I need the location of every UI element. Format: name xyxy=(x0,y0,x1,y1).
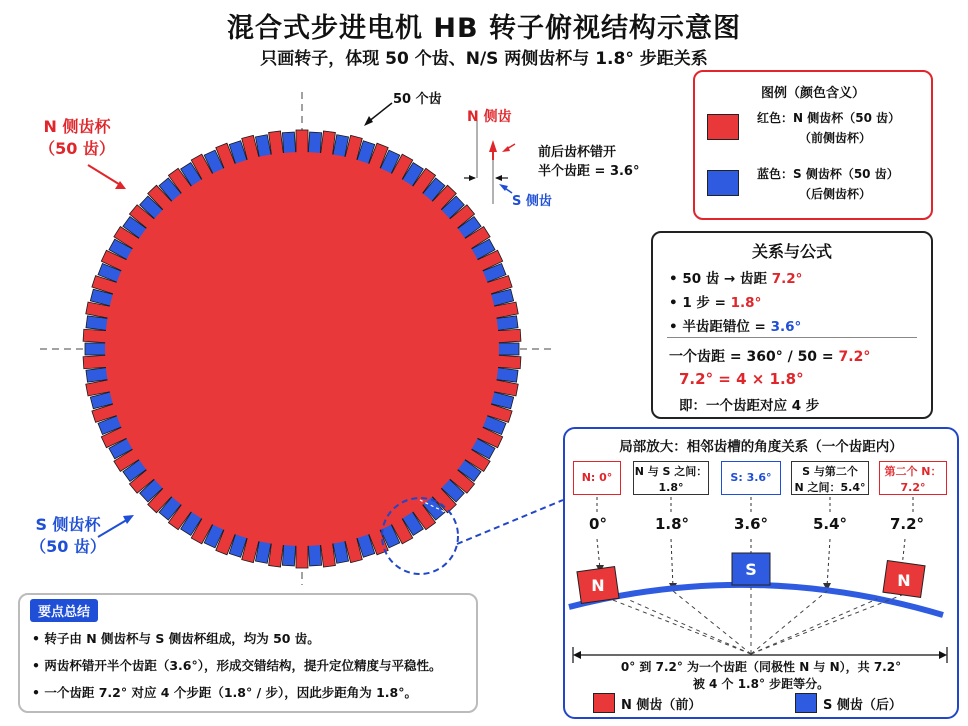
formula-title: 关系与公式 xyxy=(751,242,832,261)
zoom-title: 局部放大：相邻齿槽的角度关系（一个齿距内） xyxy=(619,439,903,455)
formula-bullet-1: • 50 齿 → 齿距 7.2° xyxy=(669,271,803,287)
offset-label: 前后齿杯错开 半个齿距 = 3.6° xyxy=(538,145,640,179)
n-cup-arrow xyxy=(88,165,126,189)
zoom-deg-4: 7.2° xyxy=(889,515,925,533)
zoom-legend-n-label: N 侧齿（前） xyxy=(621,698,702,713)
s-tooth-label: S 侧齿 xyxy=(512,194,552,209)
n-tooth-label: N 侧齿 xyxy=(467,109,512,125)
legend-panel xyxy=(693,70,933,220)
zoom-legend-n-swatch xyxy=(593,693,615,713)
legend-blue-swatch xyxy=(707,170,739,196)
summary-item-1: • 转子由 N 侧齿杯与 S 侧齿杯组成，均为 50 齿。 xyxy=(32,631,320,646)
formula-panel xyxy=(651,231,933,419)
zoom-box-n2: 第二个 N： 7.2° xyxy=(879,461,947,495)
zoom-box-n0: N: 0° xyxy=(573,461,621,495)
s-cup-label: S 侧齿杯 （50 齿） xyxy=(30,515,106,556)
legend-title: 图例（颜色含义） xyxy=(760,86,865,101)
zoom-panel xyxy=(563,427,959,719)
zoom-tooth-n-right xyxy=(883,561,925,598)
tooth-offset-indicator xyxy=(464,120,515,204)
summary-badge: 要点总结 xyxy=(30,599,98,622)
zoom-tooth-n-left xyxy=(577,567,619,604)
formula-bullet-3: • 半齿距错位 = 3.6° xyxy=(669,319,802,335)
teeth-count-label: 50 个齿 xyxy=(393,92,442,107)
zoom-box-s: S: 3.6° xyxy=(721,461,781,495)
formula-eq-3: 即：一个齿距对应 4 步 xyxy=(679,398,820,414)
page-title: 混合式步进电机 HB 转子俯视结构示意图 xyxy=(227,13,741,44)
zoom-deg-3: 5.4° xyxy=(812,515,848,533)
zoom-legend-s-swatch xyxy=(795,693,817,713)
summary-panel xyxy=(18,593,478,713)
zoom-legend-s-label: S 侧齿（后） xyxy=(823,698,902,713)
teeth-count-arrow xyxy=(364,103,392,126)
formula-eq-2: 7.2° = 4 × 1.8° xyxy=(679,370,804,388)
zoom-tooth-s xyxy=(732,553,770,585)
zoom-tooth-n-left-label: N xyxy=(591,576,605,595)
n-cup-label: N 侧齿杯 （50 齿） xyxy=(39,117,115,158)
summary-item-2: • 两齿杯错开半个齿距（3.6°），形成交错结构，提升定位精度与平稳性。 xyxy=(32,658,442,673)
zoom-deg-0: 0° xyxy=(589,515,607,533)
legend-blue-text: 蓝色：S 侧齿杯（50 齿） （后侧齿杯） xyxy=(757,167,899,201)
zoom-box-sn-between: S 与第二个 N 之间：5.4° xyxy=(791,461,869,495)
legend-red-text: 红色：N 侧齿杯（50 齿） （前侧齿杯） xyxy=(757,111,901,145)
zoom-tooth-s-label: S xyxy=(745,560,757,579)
zoom-caption: 0° 到 7.2° 为一个齿距（同极性 N 与 N），共 7.2° 被 4 个 1.8° 步距等分。 xyxy=(620,660,902,691)
page-subtitle: 只画转子，体现 50 个齿、N/S 两侧齿杯与 1.8° 步距关系 xyxy=(260,49,708,69)
formula-divider xyxy=(667,337,917,338)
zoom-tooth-n-right-label: N xyxy=(897,571,911,590)
legend-red-swatch xyxy=(707,114,739,140)
summary-item-3: • 一个齿距 7.2° 对应 4 个步距（1.8° / 步），因此步距角为 1.8°。 xyxy=(32,685,417,700)
formula-eq-1: 一个齿距 = 360° / 50 = 7.2° xyxy=(669,349,871,365)
zoom-box-ns-between: N 与 S 之间： 1.8° xyxy=(633,461,709,495)
zoom-deg-1: 1.8° xyxy=(654,515,690,533)
formula-bullet-2: • 1 步 = 1.8° xyxy=(669,295,762,311)
zoom-deg-2: 3.6° xyxy=(733,515,769,533)
